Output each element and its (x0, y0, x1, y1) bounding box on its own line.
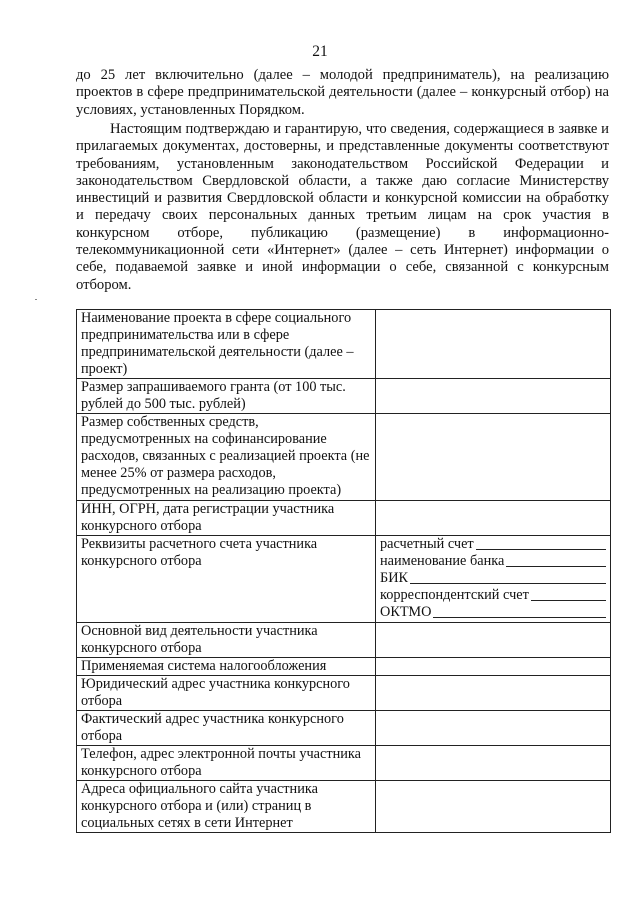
margin-mark (35, 299, 37, 300)
paragraph-consent: Настоящим подтверждаю и гарантирую, что сведения, содержащиеся в заявке и прилагаемых документах, достоверны, и представленные документы соответствуют требованиям, установленным законодательством Российской Федерации и законодательством Свердловской области, а также даю согласие Министерству инвестиций и развития Свердловской области и конкурсной комиссии на обработку и передачу своих персональных данных третьим лицам на срок участия в конкурсном отборе, публикацию (размещение) в информационно-телекоммуникационной сети «Интернет» (далее – сеть Интернет) информации о себе, подаваемой заявке и иной информации о себе, связанной с конкурсным отбором. (76, 121, 609, 293)
page-number: 21 (312, 43, 328, 60)
row-label-main-activity: Основной вид деятельности участника конкурсного отбора (77, 623, 376, 658)
requisite-oktmo-input-line[interactable] (433, 604, 606, 618)
requisite-bank-input-line[interactable] (506, 553, 606, 567)
value-cell-contacts[interactable] (376, 746, 611, 781)
requisite-corr (380, 587, 606, 604)
row-label-project-name: Наименование проекта в сфере социального предпринимательства или в сфере предпринимательской деятельности (далее – проект) (77, 310, 376, 379)
value-cell-legal-address[interactable] (376, 676, 611, 711)
value-cell-inn-ogrn[interactable] (376, 501, 611, 536)
requisite-corr-input-line[interactable] (531, 587, 606, 601)
requisite-bik (380, 570, 606, 587)
table-row (77, 501, 611, 536)
requisite-bank-label: наименование банка (380, 553, 505, 569)
value-cell-own-funds[interactable] (376, 414, 611, 501)
row-label-actual-address: Фактический адрес участника конкурсного отбора (77, 711, 376, 746)
table-row (77, 414, 611, 501)
row-label-grant-amount: Размер запрашиваемого гранта (от 100 тыс. рублей до 500 тыс. рублей) (77, 379, 376, 414)
table-row (77, 711, 611, 746)
requisite-bank (380, 553, 606, 570)
value-cell-website[interactable] (376, 781, 611, 833)
row-label-tax-system: Применяемая система налогообложения (77, 658, 376, 676)
requisite-oktmo-label: ОКТМО (380, 604, 432, 620)
table-row (77, 310, 611, 379)
table-row (77, 536, 611, 623)
row-label-bank-details: Реквизиты расчетного счета участника конкурсного отбора (77, 536, 376, 623)
value-cell-grant-amount[interactable] (376, 379, 611, 414)
table-row (77, 658, 611, 676)
value-cell-project-name[interactable] (376, 310, 611, 379)
requisite-bik-input-line[interactable] (410, 570, 606, 584)
paragraph-continuation: до 25 лет включительно (далее – молодой предприниматель), на реализацию проектов в сфере предпринимательской деятельности (далее – конкурсный отбор) на условиях, установленных Порядком. (76, 67, 609, 118)
row-label-legal-address: Юридический адрес участника конкурсного отбора (77, 676, 376, 711)
table-row (77, 379, 611, 414)
requisite-bik-label: БИК (380, 570, 409, 586)
application-form-table (76, 309, 611, 833)
table-row (77, 781, 611, 833)
value-cell-main-activity[interactable] (376, 623, 611, 658)
requisite-corr-label: корреспондентский счет (380, 587, 529, 603)
value-cell-actual-address[interactable] (376, 711, 611, 746)
value-cell-tax-system[interactable] (376, 658, 611, 676)
requisite-account-input-line[interactable] (476, 536, 606, 550)
table-row (77, 676, 611, 711)
table-row (77, 623, 611, 658)
requisite-account-label: расчетный счет (380, 536, 474, 552)
requisite-account (380, 536, 606, 553)
requisite-oktmo (380, 604, 606, 621)
table-row (77, 746, 611, 781)
row-label-website: Адреса официального сайта участника конкурсного отбора и (или) страниц в социальных сетях в сети Интернет (77, 781, 376, 833)
row-label-inn-ogrn: ИНН, ОГРН, дата регистрации участника конкурсного отбора (77, 501, 376, 536)
row-label-own-funds: Размер собственных средств, предусмотренных на софинансирование расходов, связанных с реализацией проекта (не менее 25% от размера расходов, предусмотренных на реализацию проекта) (77, 414, 376, 501)
row-label-contacts: Телефон, адрес электронной почты участника конкурсного отбора (77, 746, 376, 781)
value-cell-bank-details (376, 536, 611, 623)
